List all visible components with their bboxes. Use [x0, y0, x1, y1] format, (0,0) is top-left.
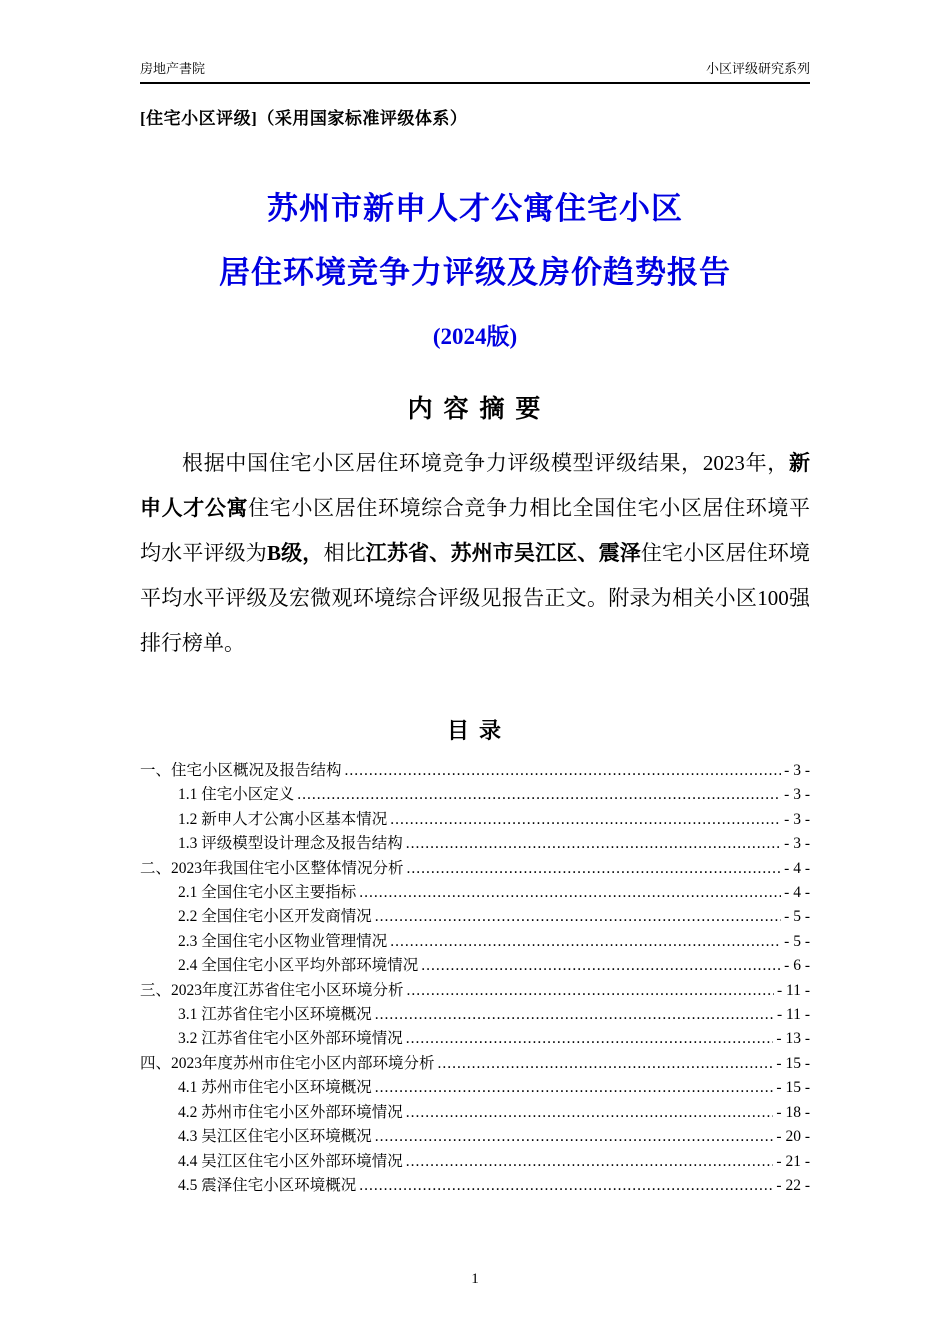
toc-page-number: - 3 -: [784, 810, 810, 828]
title-line-2: 居住环境竞争力评级及房价趋势报告: [219, 255, 731, 290]
abstract-segment: 新申人才公寓: [140, 451, 810, 520]
toc-page-number: - 3 -: [784, 786, 810, 804]
toc-leader-dots: [406, 1150, 774, 1174]
toc-item-label: 2.1 全国住宅小区主要指标: [178, 884, 357, 902]
toc-leader-dots: [407, 979, 774, 1003]
toc-list: [140, 759, 810, 1198]
toc-page-number: - 3 -: [784, 762, 810, 779]
toc-item: [140, 954, 810, 978]
toc-item-label: 四、2023年度苏州市住宅小区内部环境分析: [140, 1054, 435, 1072]
toc-item: [140, 930, 810, 954]
toc-page-number: - 13 -: [776, 1030, 810, 1048]
toc-item: [140, 1076, 810, 1100]
toc-page-number: - 3 -: [784, 835, 810, 853]
toc-item: [140, 1101, 810, 1125]
toc-item-label: 1.2 新申人才公寓小区基本情况: [178, 810, 388, 828]
toc-page-number: - 22 -: [776, 1176, 810, 1194]
report-title: [140, 177, 810, 363]
header-right-text: 小区评级研究系列: [705, 61, 810, 76]
abstract-segment: 住宅小区居住环境综合竞争力相比全国住宅小区居住环境平均水平评级为: [140, 496, 811, 565]
toc-leader-dots: [375, 1003, 774, 1027]
title-edition: (2024版): [432, 324, 518, 349]
toc-item: [140, 759, 810, 783]
toc-item-label: 4.1 苏州市住宅小区环境概况: [178, 1079, 372, 1097]
toc-leader-dots: [375, 905, 781, 929]
toc-item: [140, 857, 810, 881]
toc-page-number: - 15 -: [776, 1079, 810, 1097]
toc-item: [140, 783, 810, 807]
toc-leader-dots: [359, 881, 781, 905]
toc-item: [140, 1125, 810, 1149]
header-left-text: 房地产書院: [140, 61, 206, 76]
abstract-heading: 内 容 摘 要: [407, 395, 543, 423]
toc-leader-dots: [359, 1174, 773, 1198]
toc-item-label: 4.4 吴江区住宅小区外部环境情况: [178, 1152, 403, 1170]
toc-page-number: - 5 -: [784, 908, 810, 926]
toc-page-number: - 21 -: [776, 1152, 810, 1170]
toc-leader-dots: [297, 783, 781, 807]
toc-leader-dots: [375, 1076, 774, 1100]
toc-item-label: 1.1 住宅小区定义: [178, 786, 295, 804]
toc-leader-dots: [407, 857, 782, 881]
abstract-segment: 江苏省、苏州市吴江区、震泽: [365, 541, 641, 565]
toc-leader-dots: [438, 1052, 774, 1076]
toc-item-label: 二、2023年我国住宅小区整体情况分析: [140, 859, 404, 877]
page-header: [140, 58, 810, 84]
toc-item-label: 三、2023年度江苏省住宅小区环境分析: [140, 981, 404, 999]
toc-item-label: 2.2 全国住宅小区开发商情况: [178, 908, 372, 926]
page-number: 1: [471, 1271, 479, 1287]
toc-page-number: - 6 -: [784, 957, 810, 975]
toc-page-number: - 4 -: [784, 859, 810, 877]
toc-page-number: - 11 -: [777, 1006, 810, 1024]
toc-page-number: - 15 -: [776, 1054, 810, 1072]
toc-leader-dots: [345, 759, 782, 783]
toc-page-number: - 18 -: [776, 1103, 810, 1121]
abstract-segment: B级，: [266, 541, 324, 565]
toc-item-label: 4.2 苏州市住宅小区外部环境情况: [178, 1103, 403, 1121]
toc-item-label: 4.5 震泽住宅小区环境概况: [178, 1176, 357, 1194]
toc-item: [140, 905, 810, 929]
toc-item: [140, 808, 810, 832]
toc-item: [140, 979, 810, 1003]
toc-item-label: 3.2 江苏省住宅小区外部环境情况: [178, 1030, 403, 1048]
toc-item-label: 2.4 全国住宅小区平均外部环境情况: [178, 957, 419, 975]
toc-page-number: - 5 -: [784, 932, 810, 950]
toc-leader-dots: [390, 930, 781, 954]
toc-item-label: 1.3 评级模型设计理念及报告结构: [178, 835, 403, 853]
toc-item-label: 3.1 江苏省住宅小区环境概况: [178, 1006, 372, 1024]
toc-item: [140, 881, 810, 905]
title-line-1: 苏州市新申人才公寓住宅小区: [267, 191, 683, 226]
toc-leader-dots: [390, 808, 781, 832]
toc-leader-dots: [375, 1125, 774, 1149]
toc-item-label: 2.3 全国住宅小区物业管理情况: [178, 932, 388, 950]
abstract-segment: 住宅小区居住环境平均水平评级及宏微观环境综合评级见报告正文。附录为相关小区100强排行榜单。: [140, 541, 811, 655]
toc-leader-dots: [406, 832, 781, 856]
abstract-paragraph: [140, 441, 810, 666]
abstract-segment: 相比: [323, 541, 366, 565]
toc-page-number: - 20 -: [776, 1128, 810, 1146]
toc-page-number: - 4 -: [784, 884, 810, 902]
toc-item-label: 一、住宅小区概况及报告结构: [140, 762, 342, 779]
toc-item: [140, 1027, 810, 1051]
toc-leader-dots: [421, 954, 781, 978]
toc-item-label: 4.3 吴江区住宅小区环境概况: [178, 1128, 372, 1146]
toc-item: [140, 1052, 810, 1076]
toc-item: [140, 832, 810, 856]
toc-heading: 目 录: [446, 718, 504, 743]
toc-item: [140, 1150, 810, 1174]
toc-item: [140, 1003, 810, 1027]
toc-page-number: - 11 -: [777, 981, 810, 999]
abstract-segment: 根据中国住宅小区居住环境竞争力评级模型评级结果，2023年，: [182, 451, 789, 475]
toc-leader-dots: [406, 1027, 774, 1051]
report-series-subheader: [住宅小区评级]（采用国家标准评级体系）: [140, 109, 468, 128]
toc-item: [140, 1174, 810, 1198]
toc-leader-dots: [406, 1101, 774, 1125]
